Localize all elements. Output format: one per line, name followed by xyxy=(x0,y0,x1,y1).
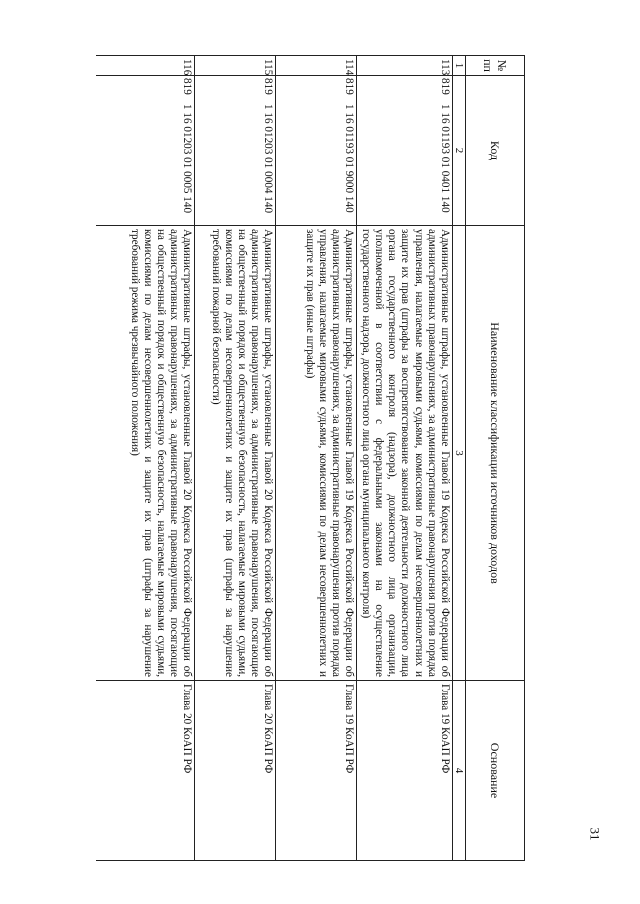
table-row xyxy=(357,56,453,861)
row-basis: Глава 20 КоАП РФ xyxy=(195,681,276,861)
table-row xyxy=(195,56,276,861)
table-row xyxy=(96,56,195,861)
budget-code: 1 16 01203 01 0004 140 xyxy=(262,104,275,214)
column-number: 2 xyxy=(453,76,466,226)
row-classification-name: Административные штрафы, установленные Главой 20 Кодекса Российской Федерации об административных правонарушениях, за административные правонарушения, посягающие на общественный порядок и общественную безопасность, налагаемые мировыми судьями, комиссиями по делам несовершеннолетних и защите их прав (штрафы за нарушение требований пожарной безопасности) xyxy=(195,226,276,681)
table-header-row xyxy=(466,56,525,861)
row-basis: Глава 19 КоАП РФ xyxy=(276,681,357,861)
column-number-row xyxy=(453,56,466,861)
admin-code: 819 xyxy=(262,78,275,95)
row-classification-name: Административные штрафы, установленные Главой 19 Кодекса Российской Федерации об административных правонарушениях, за административные правонарушения против порядка управления, налагаемые мировыми судьями, комиссиями по делам несовершеннолетних и защите их прав (штрафы за воспрепятствование законной деятельности должностного лица органа государственного контроля (надзора), должностного лица организации, уполномоченной в соответствии с федеральными законами на осуществление государственного надзора, должностного лица органа муниципального контроля) xyxy=(357,226,453,681)
table-row xyxy=(276,56,357,861)
admin-code: 819 xyxy=(343,78,356,95)
row-code xyxy=(96,76,195,226)
row-basis: Глава 20 КоАП РФ xyxy=(96,681,195,861)
budget-code: 1 16 01203 01 0005 140 xyxy=(181,104,194,214)
header-code: Код xyxy=(466,76,525,226)
page-number: 31 xyxy=(587,827,603,841)
row-number: 115 xyxy=(195,56,276,76)
rotated-sheet xyxy=(95,55,525,860)
row-number: 116 xyxy=(96,56,195,76)
admin-code: 819 xyxy=(439,78,451,95)
row-number: 114 xyxy=(276,56,357,76)
header-number: № пп xyxy=(466,56,525,76)
row-code xyxy=(195,76,276,226)
revenue-classification-table xyxy=(96,55,525,861)
header-basis: Основание xyxy=(466,681,525,861)
row-code xyxy=(357,76,453,226)
row-classification-name: Административные штрафы, установленные Главой 19 Кодекса Российской Федерации об административных правонарушениях, за административные правонарушения против порядка управления, налагаемые мировыми судьями, комиссиями по делам несовершеннолетних и защите их прав (иные штрафы) xyxy=(276,226,357,681)
budget-code: 1 16 01193 01 9000 140 xyxy=(343,104,356,213)
column-number: 4 xyxy=(453,681,466,861)
column-number: 3 xyxy=(453,226,466,681)
admin-code: 819 xyxy=(181,78,194,95)
header-classification-name: Наименование классификации источников доходов xyxy=(466,226,525,681)
budget-code: 1 16 01193 01 0401 140 xyxy=(439,104,451,213)
column-number: 1 xyxy=(453,56,466,76)
row-number: 113 xyxy=(357,56,453,76)
row-basis: Глава 19 КоАП РФ xyxy=(357,681,453,861)
row-code xyxy=(276,76,357,226)
row-classification-name: Административные штрафы, установленные Главой 20 Кодекса Российской Федерации об административных правонарушениях, за административные правонарушения, посягающие на общественный порядок и общественную безопасность, налагаемые мировыми судьями, комиссиями по делам несовершеннолетних и защите их прав (штрафы за нарушение требований режима чрезвычайного положения) xyxy=(96,226,195,681)
